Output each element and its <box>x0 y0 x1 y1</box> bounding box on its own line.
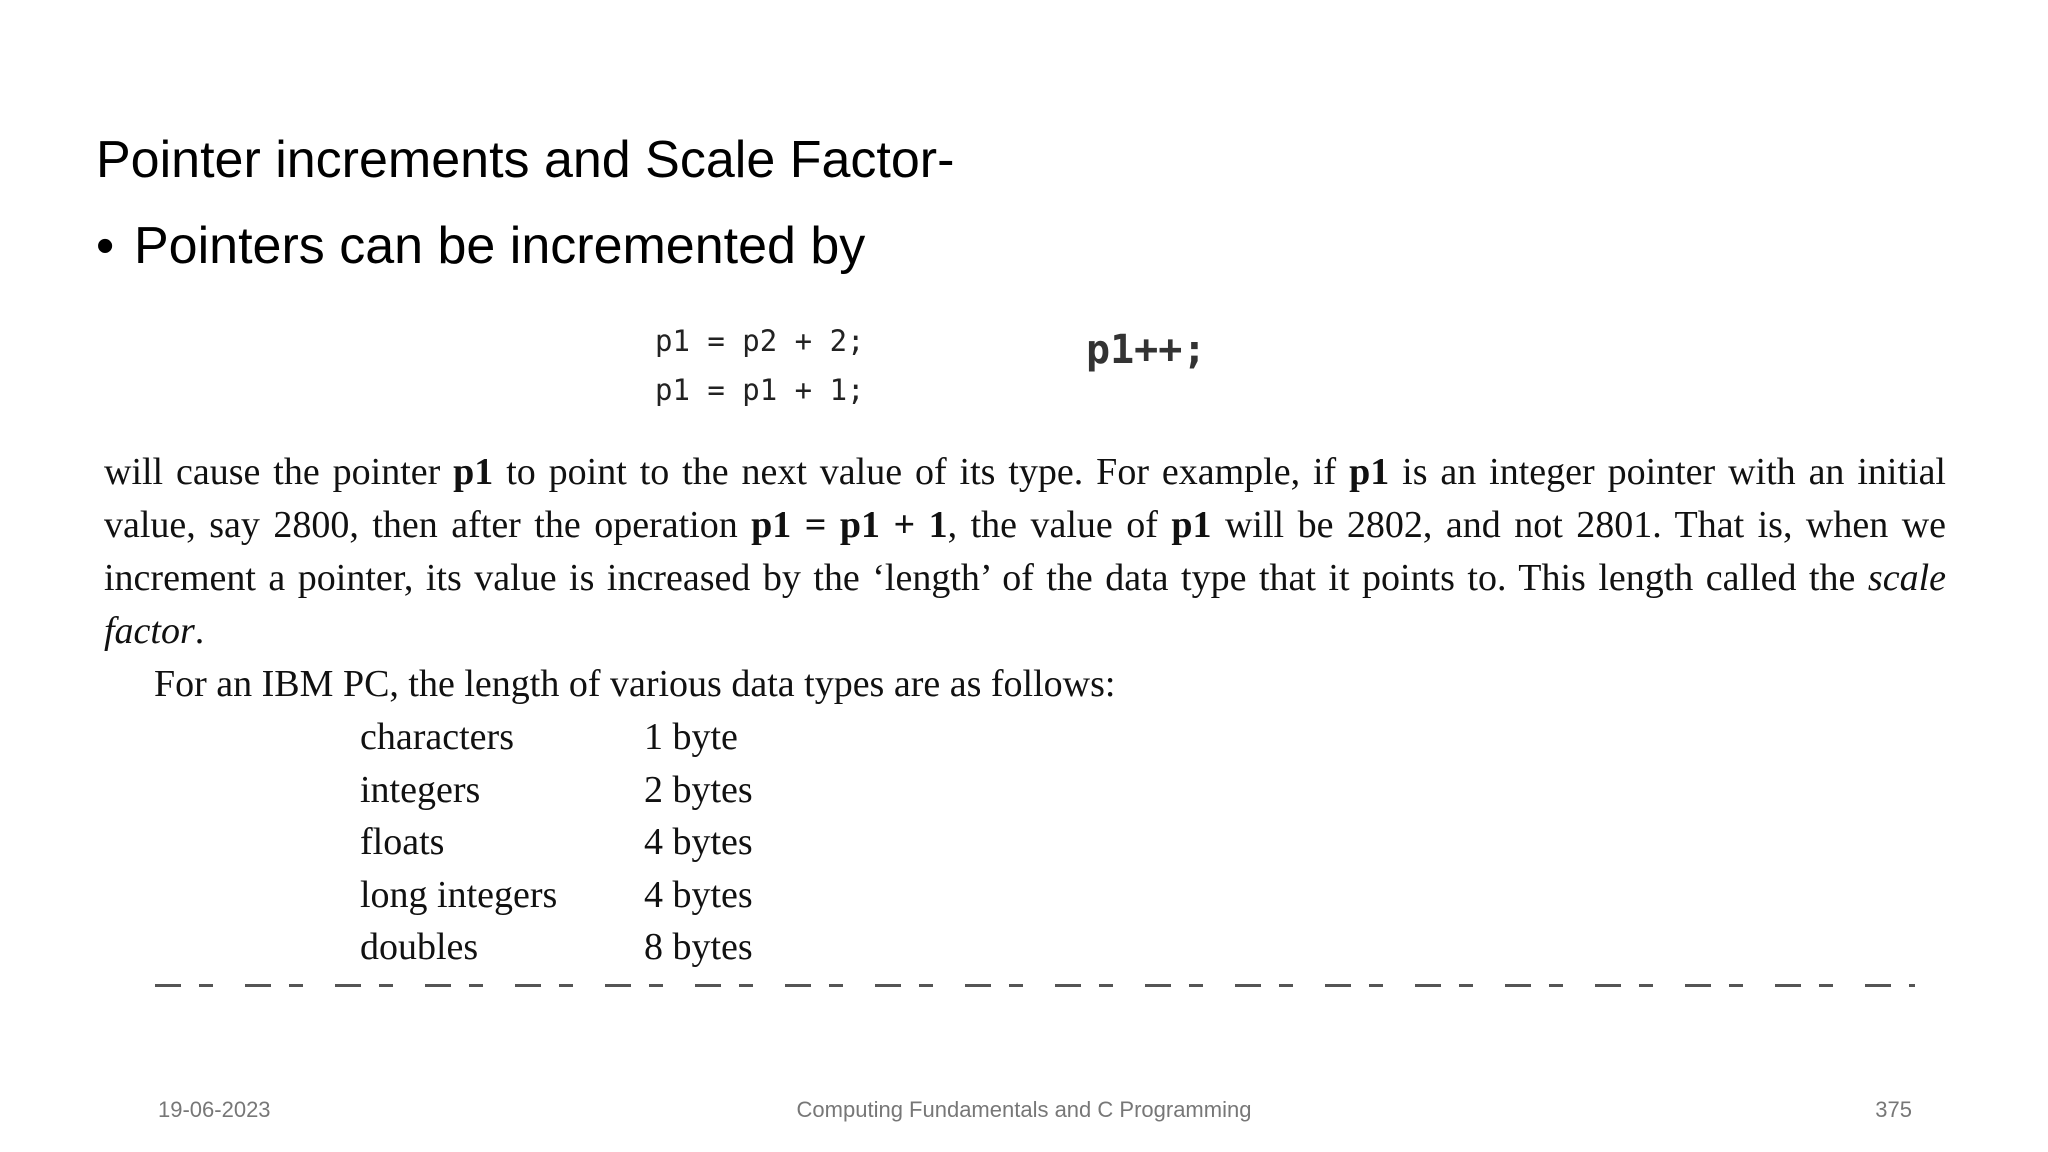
bullet-dot-icon: • <box>96 217 115 275</box>
size-row <box>104 711 1946 764</box>
sizes-intro: For an IBM PC, the length of various data types are as follows: <box>154 663 1116 705</box>
cropped-text-line <box>155 982 1915 988</box>
bullet-text: Pointers can be incremented by <box>134 217 866 275</box>
type-name: floats <box>360 821 445 863</box>
text-run: , the value of <box>947 504 1172 546</box>
type-name: characters <box>360 716 514 758</box>
bold-run: p1 <box>1349 451 1390 493</box>
size-row <box>104 816 1946 869</box>
text-run: will be 2802, and not 2801. That is, when we increment a pointer, its value is increased by the ‘length’ of the data type that it points to. This length called the <box>104 504 1947 599</box>
type-size: 4 bytes <box>644 821 753 863</box>
page-number: 375 <box>1875 1097 1912 1122</box>
slide-title: Pointer increments and Scale Factor- <box>96 131 955 189</box>
bold-run: p1 <box>453 451 494 493</box>
code-line-2: p1 = p1 + 1; <box>655 373 865 407</box>
footer-date: 19-06-2023 <box>158 1097 271 1122</box>
italic-run: scale factor <box>104 557 1946 652</box>
type-name: long integers <box>360 873 558 916</box>
sizes-table <box>104 711 1946 974</box>
text-run: to point to the next value of its type. For example, if <box>493 451 1350 493</box>
size-row <box>104 764 1946 817</box>
type-name: doubles <box>360 926 479 968</box>
footer-course: Computing Fundamentals and C Programming <box>796 1097 1252 1122</box>
type-size: 2 bytes <box>644 768 753 811</box>
text-run: will cause the pointer <box>104 451 454 493</box>
text-run: is an integer pointer with an initial value, say 2800, then after the operation <box>104 451 1946 546</box>
type-name: integers <box>360 768 481 811</box>
text-run: . <box>194 610 205 652</box>
code-increment: p1++; <box>1086 327 1207 373</box>
type-size: 1 byte <box>644 716 738 758</box>
bold-run: p1 = p1 + 1 <box>751 504 948 546</box>
bold-run: p1 <box>1171 504 1212 546</box>
bullet-item <box>96 214 865 278</box>
type-size: 4 bytes <box>644 873 753 916</box>
code-line-1: p1 = p2 + 2; <box>655 324 865 358</box>
size-row <box>104 869 1946 922</box>
excerpt-paragraph <box>104 446 1946 658</box>
book-excerpt <box>104 446 1946 974</box>
size-row <box>104 921 1946 974</box>
type-size: 8 bytes <box>644 926 753 968</box>
